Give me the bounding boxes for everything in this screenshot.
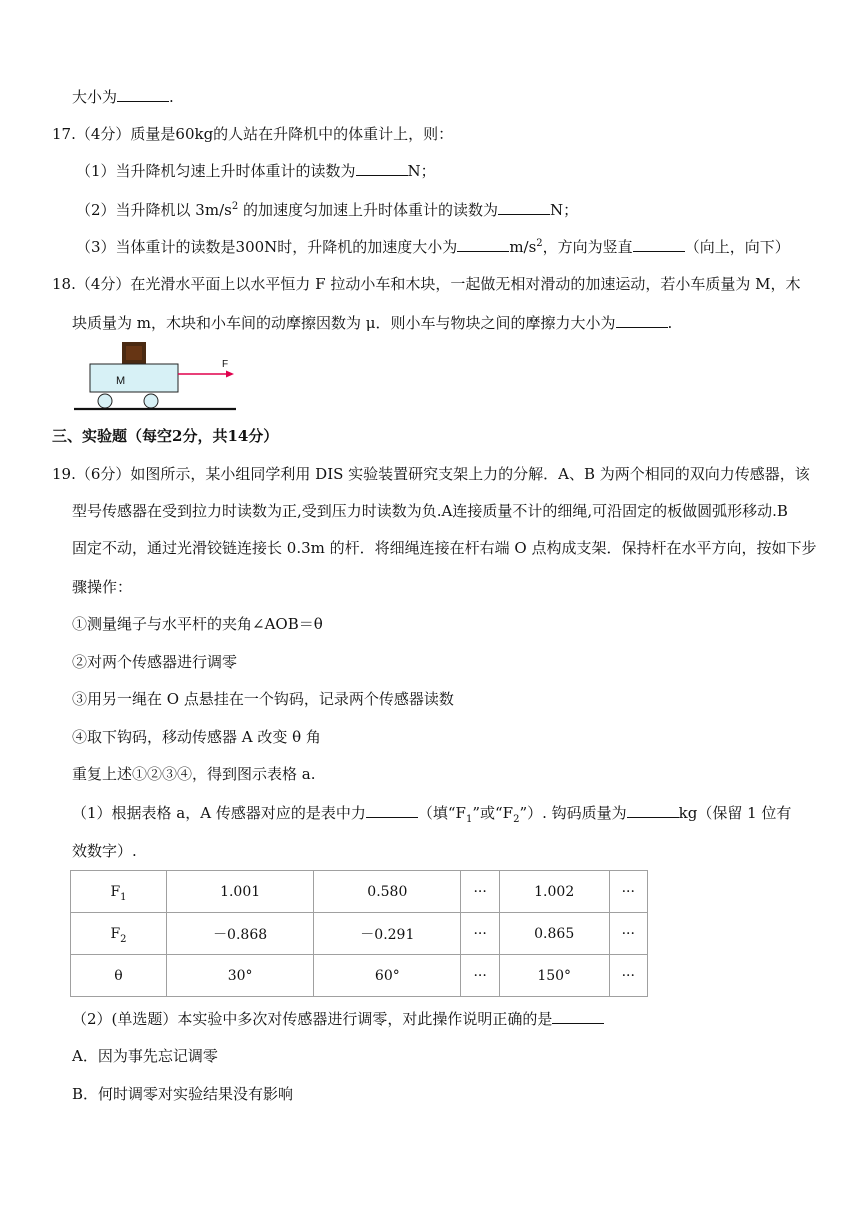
q17-part1: （1）当升降机匀速上升时体重计的读数为 N； xyxy=(76,162,436,180)
q19-line3: 固定不动，通过光滑铰链连接长 0.3m 的杆．将细绳连接在杆右端 O 点构成支架．保持杆在水平方向，按如下步 xyxy=(72,539,817,557)
table-cell: 0.580 xyxy=(314,871,461,913)
table-cell: 1.002 xyxy=(499,871,609,913)
q18-line2: 块质量为 m，木块和小车间的动摩擦因数为 μ．则小车与物块之间的摩擦力大小为 . xyxy=(72,314,673,332)
answer-blank xyxy=(633,236,685,252)
q19-sub1: （1）根据表格 a，A 传感器对应的是表中力 （填“$F_1$”或“$F_2$”）. 钩码质量为 kg（保留 1 位有 xyxy=(72,804,792,825)
q19-step4: ④取下钩码，移动传感器 A 改变 θ 角 xyxy=(72,728,321,746)
answer-blank xyxy=(498,199,550,215)
table-cell: ··· xyxy=(609,913,647,955)
q19-step1: ①测量绳子与水平杆的夹角∠AOB＝θ xyxy=(72,615,323,633)
table-cell: －0.291 xyxy=(314,913,461,955)
table-cell: 0.865 xyxy=(499,913,609,955)
table-cell: 30° xyxy=(167,955,314,997)
option-b: B．何时调零对实验结果没有影响 xyxy=(72,1085,294,1103)
q19-sub1-cont: 效数字）. xyxy=(72,842,137,860)
table-cell: 60° xyxy=(314,955,461,997)
answer-blank xyxy=(366,802,418,818)
table-cell: ··· xyxy=(461,955,499,997)
q19-line4: 骤操作： xyxy=(72,578,133,596)
row-label: $F_1$ xyxy=(71,871,167,913)
q19-sub2: （2）(单选题）本实验中多次对传感器进行调零，对此操作说明正确的是 xyxy=(72,1008,604,1030)
section-heading: 三、实验题（每空2分，共14分） xyxy=(52,427,279,445)
table-row xyxy=(71,955,648,997)
answer-blank xyxy=(627,802,679,818)
q17-stem: 17.（4分）质量是60kg的人站在升降机中的体重计上，则： xyxy=(52,125,454,143)
q18-line1: 18.（4分）在光滑水平面上以水平恒力 F 拉动小车和木块，一起做无相对滑动的加速运动，若小车质量为 M，木 xyxy=(52,275,801,293)
cart-body xyxy=(90,364,178,392)
table-cell: －0.868 xyxy=(167,913,314,955)
q19-line1: 19.（6分）如图所示，某小组同学利用 DIS 实验装置研究支架上力的分解．A、B 为两个相同的双向力传感器，该 xyxy=(52,465,810,483)
answer-blank xyxy=(552,1008,604,1024)
data-table-a xyxy=(70,870,648,997)
table-row xyxy=(71,913,648,955)
table-cell: ··· xyxy=(461,871,499,913)
table-cell: ··· xyxy=(609,955,647,997)
table-cell: ··· xyxy=(609,871,647,913)
table-cell: 150° xyxy=(499,955,609,997)
table-row xyxy=(71,871,648,913)
q19-repeat: 重复上述①②③④，得到图示表格 a. xyxy=(72,765,316,783)
wheel-right xyxy=(144,394,158,408)
row-label: θ xyxy=(71,955,167,997)
table-cell: ··· xyxy=(461,913,499,955)
row-label: $F_2$ xyxy=(71,913,167,955)
answer-blank xyxy=(457,236,509,252)
answer-blank xyxy=(616,312,668,328)
q19-step3: ③用另一绳在 O 点悬挂在一个钩码，记录两个传感器读数 xyxy=(72,690,454,708)
q16-tail: 大小为 . xyxy=(72,88,174,106)
cart-label: M xyxy=(116,375,126,387)
force-label: F xyxy=(222,359,229,370)
wheel-left xyxy=(98,394,112,408)
table-cell: 1.001 xyxy=(167,871,314,913)
q17-part3: （3）当体重计的读数是300N时，升降机的加速度大小为 $m/s^2$，方向为竖直 （向上，向下） xyxy=(76,238,790,256)
q19-step2: ②对两个传感器进行调零 xyxy=(72,653,238,671)
q19-line2: 型号传感器在受到拉力时读数为正,受到压力时读数为负.A连接质量不计的细绳,可沿固定的板做圆弧形移动.B xyxy=(72,502,788,520)
answer-blank xyxy=(117,86,169,102)
option-a: A．因为事先忘记调零 xyxy=(72,1047,218,1065)
q17-part2: （2）当升降机以 $3m/s^2$ 的加速度匀加速上升时体重计的读数为 N； xyxy=(76,201,579,219)
cart-block-figure xyxy=(70,336,250,416)
answer-blank xyxy=(356,160,408,176)
